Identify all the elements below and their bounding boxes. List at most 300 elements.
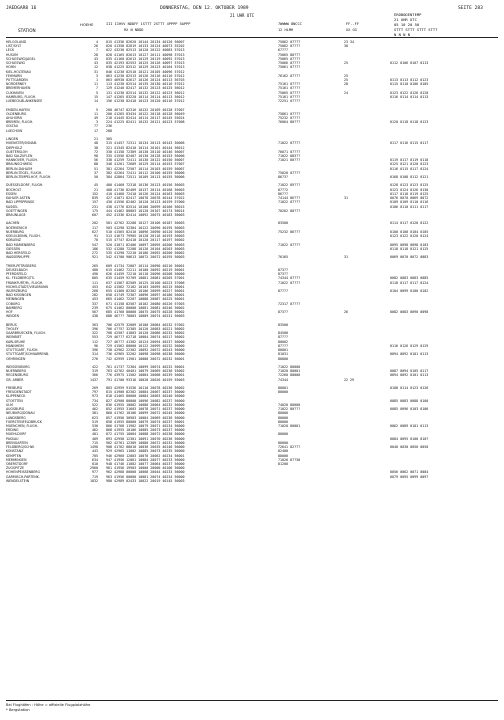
- station-name: WEISSENBURG: [6, 364, 30, 369]
- station-height: 117: [91, 225, 98, 230]
- weather-groups: 87???: [278, 343, 289, 348]
- obs-groups: 962 42968 00000 10068 20044 40233 56000: [106, 470, 185, 475]
- weather-groups: 80000: [278, 390, 289, 395]
- wind-groups: 25: [344, 73, 349, 78]
- station-height: 715: [91, 440, 98, 445]
- wind-groups: 24: [344, 90, 349, 95]
- station-name: PASSAU: [6, 436, 19, 441]
- station-name: HUSUM: [6, 52, 18, 57]
- obs-groups: 852 41955 31603 10078 20071 40237 56000: [106, 407, 185, 412]
- station-name: STUTTGART/SCHNARRENB.: [6, 352, 50, 357]
- obs-groups: 872 41?55 10004 10088 20072 40238 56000: [106, 432, 185, 437]
- obs-groups: 729 46??7 62718 10084 20074 40217 56002: [106, 335, 185, 340]
- weather-groups: 75232 07???: [278, 115, 301, 120]
- station-height: 112: [91, 339, 98, 344]
- weather-groups: 83500: [278, 322, 289, 327]
- station-name: DEUSELBACH: [6, 267, 28, 272]
- obs-groups: 688 46??? 78003 10089 20074 40231 56003: [106, 314, 185, 319]
- obs-groups: 908 41?62 08010 10036 20035 40146 56000: [106, 445, 185, 450]
- station-height: 1437: [89, 377, 98, 382]
- station-height: 3: [95, 120, 98, 125]
- station-height: 56: [93, 158, 98, 163]
- footer-note-1: Bei Flughäfen : Höhe = offizielle Flugplatzhöhe: [6, 703, 91, 707]
- soil-nn: N N N N: [394, 32, 411, 37]
- station-name: KL. FELDBERG/TS.: [6, 276, 35, 281]
- obs-groups: 063 46930 82617 10126 20124 40113 56703: [106, 77, 185, 82]
- station-height: 72: [93, 149, 98, 154]
- station-name: BAD HERSFELD: [6, 251, 31, 255]
- station-name: AACHEN: [6, 221, 20, 226]
- station-name: BAD SALZUFLEN: [6, 153, 33, 158]
- station-height: 805: [91, 276, 98, 281]
- soil-temps: 0128 0123 0123 0125: [390, 183, 429, 188]
- page-number: SEITE 283: [458, 6, 483, 11]
- weather-groups: 70262 80???: [278, 208, 301, 213]
- station-height: 322: [91, 331, 98, 336]
- wind-groups: 31: [344, 196, 349, 201]
- station-height: 480: [91, 267, 98, 272]
- soil-depths: 05 10 20 50: [394, 22, 420, 27]
- soil-temps: 0084 0095 0100 0107: [390, 436, 429, 441]
- station-name: LIST/SYLT: [6, 44, 22, 49]
- weather-groups: 75161 07???: [278, 94, 301, 99]
- obs-groups: 902 42?61 12309 10080 20072 40232 56000: [106, 440, 185, 445]
- weather-groups: 71022 07???: [278, 280, 301, 285]
- soil-temp-time: 21 UHR UTC: [394, 17, 417, 22]
- weather-groups: 873??: [278, 310, 289, 315]
- station-name: BREMEN, FLUGH.: [6, 120, 34, 125]
- station-height: 2960: [89, 466, 98, 471]
- obs-groups: 452 41336 82414 10092 20075 40183 56003: [106, 213, 185, 218]
- station-height: 496: [91, 272, 98, 277]
- weather-groups: 81031: [278, 352, 289, 357]
- obs-groups: 520 41071 82406 10097 20095 40206 56003: [106, 242, 185, 247]
- station-height: 5: [95, 90, 98, 95]
- station-name: BREMERHAVEN: [6, 86, 31, 91]
- obs-groups: 200 41265 83434 10122 20118 40128 56049: [106, 111, 185, 116]
- obs-groups: 444 41462 80003 10120 20107 40174 56014: [106, 208, 185, 213]
- station-height: 567: [91, 310, 98, 315]
- station-name: ULM: [6, 402, 13, 407]
- weather-groups: 76071 07???: [278, 149, 301, 154]
- station-name: REGENSBURG: [6, 373, 29, 378]
- station-height: 282: [91, 293, 98, 298]
- col-obs-codes-2: RX N NDDD: [124, 28, 144, 32]
- station-height: 921: [91, 255, 98, 260]
- soil-temps: 0113 0113 0112 0123: [390, 77, 429, 82]
- station-name: GARMISCH-PARTENK.: [6, 474, 40, 479]
- station-height: 719: [91, 474, 98, 479]
- weather-groups: 74144 86???: [278, 196, 301, 201]
- station-name: MICHELSTADT/VIELBRUNN: [6, 284, 48, 289]
- weather-groups: 71022 89???: [278, 183, 301, 188]
- station-height: 28: [93, 52, 98, 57]
- soil-temps: 0094 0092 0101 0113: [390, 373, 429, 378]
- station-height: 157: [91, 200, 98, 205]
- station-name: KASSEL: [6, 204, 19, 209]
- weather-groups: 80000: [278, 411, 289, 416]
- station-height: 45: [93, 183, 98, 188]
- station-name: FREUDENSTADT: [6, 390, 32, 395]
- station-name: AHLHORN: [6, 115, 22, 120]
- col-hlmh: 12 HLMH: [278, 28, 294, 32]
- obs-groups: 510 41565 82410 10096 20090 40120 56003: [106, 229, 185, 234]
- obs-groups: 513 41673 79905 10128 20116 40193 56003: [106, 234, 185, 239]
- obs-groups: 857 41956 30903 10084 20069 40236 56000: [106, 415, 185, 420]
- station-height: 839: [91, 196, 98, 201]
- obs-groups: 615 41462 72211 10100 20092 40219 56001: [106, 267, 185, 272]
- station-height: 363: [91, 322, 98, 327]
- obs-groups: 382 42264 72411 10112 20100 40155 56006: [106, 170, 185, 175]
- station-name: BAD MARIENBERG: [6, 242, 36, 247]
- station-name: KARLSRUHE: [6, 339, 26, 344]
- weather-groups: 71020 80001: [278, 424, 301, 429]
- soil-temps: 0069 0070 0072 0083: [390, 255, 429, 260]
- station-height: 175: [91, 208, 98, 213]
- weather-groups: 82400: [278, 449, 289, 454]
- obs-groups: 609 41?34 72007 10114 20090 40216 56001: [106, 263, 185, 268]
- station-name: MEININGEN: [6, 297, 25, 302]
- weather-groups: 72641 82???: [278, 445, 301, 450]
- station-height: 37: [93, 170, 98, 175]
- obs-groups: 946 42960 12003 10076 20062 40234 56001: [106, 453, 185, 458]
- obs-groups: 542 41?00 90613 10072 20072 40195 56003: [106, 255, 185, 260]
- station-name: KIEL-HOLTENAU: [6, 69, 32, 74]
- weather-groups: 74344: [278, 377, 289, 382]
- station-name: BRENGARTEN: [6, 440, 28, 445]
- station-height: 462: [91, 428, 98, 433]
- station-name: GUETERSLOH: [6, 149, 28, 154]
- weather-groups: 71021 80???: [278, 158, 301, 163]
- soil-temps: 0116 0126 0129 0129: [390, 343, 429, 348]
- station-height: 11: [93, 82, 98, 87]
- weather-groups: 76064 80???: [278, 120, 301, 125]
- obs-groups: 658 41?49 72307 10096 20097 40186 56001: [106, 293, 185, 298]
- weather-groups: 76165: [278, 255, 289, 260]
- obs-groups: 035 41160 82613 10129 20119 40092 57013: [106, 56, 185, 61]
- station-name: GR. ARBER: [6, 377, 24, 382]
- soil-temps: 0125 0121 0120 0123: [390, 162, 429, 167]
- weather-groups: 677??: [278, 48, 289, 53]
- station-name: GIESSEN: [6, 246, 20, 251]
- obs-groups: 381 42264 72507 10114 20103 40159 56007: [106, 166, 185, 171]
- obs-groups: 038 41225 82512 10129 20123 40104 57013: [106, 65, 185, 70]
- weather-groups: 80000: [278, 415, 289, 420]
- station-name: MEMMINGEN: [6, 457, 27, 462]
- weather-groups: 81200: [278, 462, 289, 466]
- weather-groups: 75161 07???: [278, 82, 301, 87]
- obs-groups: 028 41165 82613 10127 20111 40098 57013: [106, 52, 185, 57]
- obs-groups: 338 41259 72411 10130 20122 40150 56007: [106, 158, 185, 163]
- footer-note-2: * Bergstation: [6, 708, 30, 712]
- station-height: 21: [93, 137, 98, 142]
- obs-groups: 961 41956 19903 10000 20000 40106 56000: [106, 466, 185, 471]
- station-name: HOHN: [6, 65, 16, 70]
- obs-groups: 501 42?62 32208 10127 20106 40187 56003: [106, 221, 185, 226]
- station-name: PFERDSFELD: [6, 272, 27, 277]
- col-ww: 7WWWW 8NCCC: [278, 22, 302, 26]
- station-name: MUENSTER/OSNAB.: [6, 141, 38, 146]
- obs-groups: 642 41562 72102 10103 20095 40215 56001: [106, 284, 185, 289]
- obs-groups: 729 41562 80000 10122 20099 40232 56000: [106, 343, 185, 348]
- station-name: SCHLESWIG: [6, 61, 26, 66]
- station-height: 422: [91, 364, 98, 369]
- obs-groups: 022 43230 82513 10120 20122 40083 57013: [106, 48, 185, 53]
- wind-groups: 31: [344, 255, 349, 260]
- soil-temp-label: ERDBODENTEMP: [394, 12, 422, 17]
- weather-groups: 75020 07???: [278, 170, 301, 175]
- station-name: EMDEN-HAFEN: [6, 107, 30, 112]
- weather-groups: 75065 07???: [278, 90, 301, 95]
- station-name: LUECHOW: [6, 128, 23, 133]
- station-height: 409: [91, 436, 98, 441]
- obs-groups: 218 41445 82414 10114 20117 40145 55024: [106, 115, 185, 120]
- station-name: DIEPHOLZ: [6, 145, 23, 150]
- station-height: 51: [93, 166, 98, 171]
- station-name: AUGSBURG: [6, 407, 25, 412]
- station-height: 7: [95, 48, 98, 53]
- station-height: 15: [93, 94, 98, 99]
- soil-temps: 0082 0083 0090 0098: [390, 310, 429, 315]
- obs-groups: 776 43975 11502 10084 20068 40239 56001: [106, 373, 185, 378]
- station-height: 438: [91, 314, 98, 319]
- station-name: WUERZBURG: [6, 288, 28, 293]
- soil-temps: 0117 0118 0119 0125: [390, 191, 429, 196]
- soil-temps: 0112 0106 0107 0113: [390, 61, 429, 66]
- station-height: 627: [91, 229, 98, 234]
- station-name: STOETTEN: [6, 398, 23, 403]
- obs-groups: 866 41?68 11902 10079 20071 40234 56000: [106, 424, 185, 429]
- station-height: 152: [91, 191, 98, 196]
- weather-groups: 80000: [278, 419, 289, 424]
- obs-groups: 430 41556 82402 10120 20123 40159 57000: [106, 200, 185, 205]
- station-height: 1832: [89, 478, 98, 483]
- station-name: FREIBURG: [6, 386, 23, 391]
- station-height: 14: [93, 99, 98, 104]
- table-row: [6, 479, 498, 483]
- station-name: COBURG: [6, 301, 20, 306]
- wind-groups: 25: [344, 61, 349, 66]
- station-height: 547: [91, 242, 98, 247]
- station-height: 401: [91, 432, 98, 437]
- obs-groups: 515 47?47 82410 10120 20117 40197 56002: [106, 238, 185, 243]
- station-height: 202: [91, 221, 98, 226]
- soil-temps: 0119 0117 0119 0118: [390, 158, 429, 163]
- station-name: OBERSTDORF: [6, 462, 28, 466]
- obs-groups: 348 41261 72609 10129 20114 40153 57007: [106, 162, 185, 167]
- station-name: BAD KISSINGEN: [6, 293, 32, 298]
- obs-groups: 671 41158 82507 10102 20080 40226 57003: [106, 301, 185, 306]
- station-name: HOHENPEISSENBERG: [6, 470, 40, 475]
- station-name: SAARBRUECKEN, FLUGH.: [6, 331, 46, 336]
- station-height: 50: [93, 175, 98, 180]
- station-name: HANNOVER, FLUGH.: [6, 158, 38, 163]
- soil-temps: 0087 0094 0105 0117: [390, 369, 429, 374]
- station-height: 31: [93, 69, 98, 74]
- soil-temps: 0117 0116 0115 0117: [390, 141, 429, 146]
- station-height: 381: [91, 411, 98, 416]
- weather-groups: 75065 07???: [278, 56, 301, 61]
- obs-groups: 131 41230 82514 10132 20122 40123 56012: [106, 90, 185, 95]
- weather-groups: 873??: [278, 272, 289, 277]
- station-name: MUEHLDORF: [6, 432, 27, 437]
- weather-groups: 80002: [278, 339, 289, 344]
- station-name: WEINBIET: [6, 335, 22, 340]
- col-xxgg: XX GG: [346, 28, 357, 32]
- obs-groups: 742 42959 11901 10080 20072 40232 56001: [106, 356, 185, 361]
- weather-groups: 75161 07???: [278, 86, 301, 91]
- obs-groups: 963 41956 00000 10081 20074 40234 56000: [106, 474, 185, 479]
- weather-groups: 72251 07???: [278, 99, 301, 104]
- soil-temps: 0118 0117 0117 0124: [390, 280, 429, 285]
- station-height: 705: [91, 453, 98, 458]
- obs-groups: 791 41?00 93316 10028 20026 40159 55003: [106, 377, 185, 382]
- obs-groups: 727 46??7 41302 10124 20094 40237 56000: [106, 339, 185, 344]
- obs-groups: 408 41?36 82409 10137 20114 40168 56003: [106, 187, 185, 192]
- station-height: 77: [93, 124, 98, 129]
- weather-groups: 86?3?: [278, 175, 289, 180]
- obs-groups: 736 42965 32202 10098 20098 40238 56000: [106, 352, 185, 357]
- weather-groups: 75861 07???: [278, 111, 301, 116]
- obs-groups: 315 41457 72311 10134 20113 40143 56006: [106, 141, 185, 146]
- station-name: HAMBURG, FLUGH.: [6, 94, 37, 99]
- report-id: JAEDGAR8 16: [6, 6, 37, 11]
- station-name: HOF: [6, 310, 13, 315]
- obs-groups: 305: [106, 137, 113, 142]
- weather-groups: 75062 07???: [278, 40, 301, 44]
- station-height: 91: [93, 234, 98, 239]
- station-height: 231: [91, 204, 98, 209]
- soil-temps: 0115 0110 0106 0105: [390, 82, 429, 87]
- soil-temps: 0116 0115 0117 0124: [390, 166, 429, 171]
- weather-groups: 80000: [278, 440, 289, 445]
- weather-groups: 71022 80???: [278, 407, 301, 412]
- weather-groups: 75062 07???: [278, 44, 301, 49]
- station-height: 623: [91, 415, 98, 420]
- station-name: NOERVENICH: [6, 225, 28, 230]
- obs-groups: 020 41358 82819 10133 20124 40073 55202: [106, 44, 185, 49]
- station-name: OEHRINGEN: [6, 356, 26, 361]
- obs-groups: 400 41460 72318 10136 20123 40156 56003: [106, 183, 185, 188]
- soil-temps: 0118 0118 0121 0125: [390, 246, 429, 251]
- station-height: 462: [91, 407, 98, 412]
- station-name: FEHMARN: [6, 73, 22, 78]
- station-name: KOELN-BONN, FLUGH.: [6, 234, 41, 239]
- obs-groups: 384 42864 72511 10109 20113 40155 56006: [106, 175, 185, 180]
- station-height: 48: [93, 141, 98, 146]
- weather-groups: 76162 07???: [278, 73, 301, 78]
- col-hoehe: HOEHE: [80, 22, 94, 27]
- weather-groups: 72317 07???: [278, 301, 301, 306]
- obs-groups: 706 4??57 32305 10120 20083 40221 56002: [106, 326, 185, 331]
- station-height: 553: [91, 335, 98, 340]
- station-name: BERLIN-DAHLEM: [6, 166, 33, 171]
- station-name: WASSERKUPPE: [6, 255, 30, 260]
- station-height: 810: [91, 462, 98, 466]
- station-name: WENDELSTEIN: [6, 478, 30, 483]
- station-height: 49: [93, 115, 98, 120]
- station-name: ZUGSPITZE: [6, 466, 25, 471]
- station-name: LINGEN: [6, 137, 18, 142]
- obs-groups: 803 42959 91536 10110 20078 40236 56002: [106, 386, 185, 391]
- station-name: WEIDEN: [6, 314, 19, 319]
- obs-groups: 129 41240 82417 10132 20123 40125 56012: [106, 86, 185, 91]
- obs-groups: 763 42?62 40401 10079 20069 40236 55002: [106, 369, 185, 374]
- obs-groups: 321 41345 82410 10114 20101 40144 56012: [106, 145, 185, 150]
- station-height: 337: [91, 301, 98, 306]
- obs-groups: 980 42989 02433 10022 20019 40145 56003: [106, 478, 185, 483]
- station-height: 314: [91, 352, 98, 357]
- obs-groups: 815 41900 82302 10084 20067 40237 56000: [106, 390, 185, 395]
- obs-groups: 947 41956 12001 10084 20077 40233 56000: [106, 457, 185, 462]
- station-name: BERLIN-TEMPELHOF, FLUGH.: [6, 175, 52, 180]
- obs-groups: 410 41460 72410 10126 20124 40163 56003: [106, 191, 185, 196]
- weather-groups: 71020 80001: [278, 369, 301, 374]
- station-height: 7: [95, 86, 98, 91]
- soil-temps: 0120 0118 0118 0123: [390, 120, 429, 125]
- soil-temps: 0056 0062 0071 0084: [390, 470, 429, 475]
- weather-groups: 71022 80000: [278, 364, 301, 369]
- station-height: 797: [91, 390, 98, 395]
- obs-groups: 761 41?37 72304 10099 20074 40232 56001: [106, 364, 185, 369]
- obs-groups: 708 42507 41803 10120 20086 40232 56002: [106, 331, 185, 336]
- obs-groups: 706 42579 32009 10100 20084 40232 57002: [106, 322, 185, 327]
- station-height: 265: [91, 263, 98, 268]
- weather-groups: 74344 07???: [278, 276, 301, 281]
- station-height: 268: [91, 288, 98, 293]
- station-name: BAMBERG: [6, 305, 23, 310]
- obs-groups: 147 41265 83220 10114 20114 40113 56012: [106, 94, 185, 99]
- station-name: KLIPPENECK: [6, 394, 26, 399]
- station-height: 443: [91, 449, 98, 454]
- soil-temps: 0062 0089 0101 0113: [390, 424, 429, 429]
- station-height: 26: [93, 44, 98, 49]
- station-height: 453: [91, 297, 98, 302]
- weather-groups: 71022 07???: [278, 242, 301, 247]
- obs-groups: 860 41?62 10106 10099 20072 40245 56000: [106, 411, 185, 416]
- station-name: KOBLENZ: [6, 238, 21, 243]
- weather-groups: 75061 07???: [278, 65, 301, 70]
- station-height: 734: [91, 398, 98, 403]
- station-name: MANNHEIM: [6, 343, 24, 348]
- station-height: 17: [93, 128, 98, 133]
- station-name: LANDSBERG: [6, 415, 26, 420]
- station-name: KONSTANZ: [6, 449, 24, 454]
- station-height: 607: [91, 213, 98, 218]
- station-name: THOLEY: [6, 326, 19, 331]
- station-height: 366: [91, 373, 98, 378]
- station-height: 453: [91, 284, 98, 289]
- soil-temps: 0106 0110 0111 0117: [390, 204, 429, 209]
- station-name: PUTTGARDEN: [6, 77, 28, 82]
- soil-temps: 0109 0109 0110 0116: [390, 200, 429, 205]
- obs-groups: 288: [106, 128, 113, 133]
- station-height: 4: [95, 40, 98, 44]
- station-height: 1490: [89, 445, 98, 450]
- weather-groups: 75065 80???: [278, 52, 301, 57]
- station-name: BERLIN-TEGEL, FLUGH.: [6, 170, 43, 175]
- report-date: DONNERSTAG, DEN 12. OKTOBER 1989: [160, 6, 249, 11]
- footer-rule: [6, 700, 498, 701]
- weather-groups: 83500: [278, 221, 289, 226]
- soil-temps: 0108 0114 0123 0126: [390, 386, 429, 391]
- station-name: NORDERNEY: [6, 82, 27, 87]
- obs-groups: 046 41230 82510 10121 20105 40096 57012: [106, 69, 185, 74]
- soil-temps: 0085 0096 0103 0106: [390, 407, 429, 412]
- wind-groups: 26: [344, 310, 349, 315]
- wind-groups: 25: [344, 77, 349, 82]
- station-height: 977: [91, 470, 98, 475]
